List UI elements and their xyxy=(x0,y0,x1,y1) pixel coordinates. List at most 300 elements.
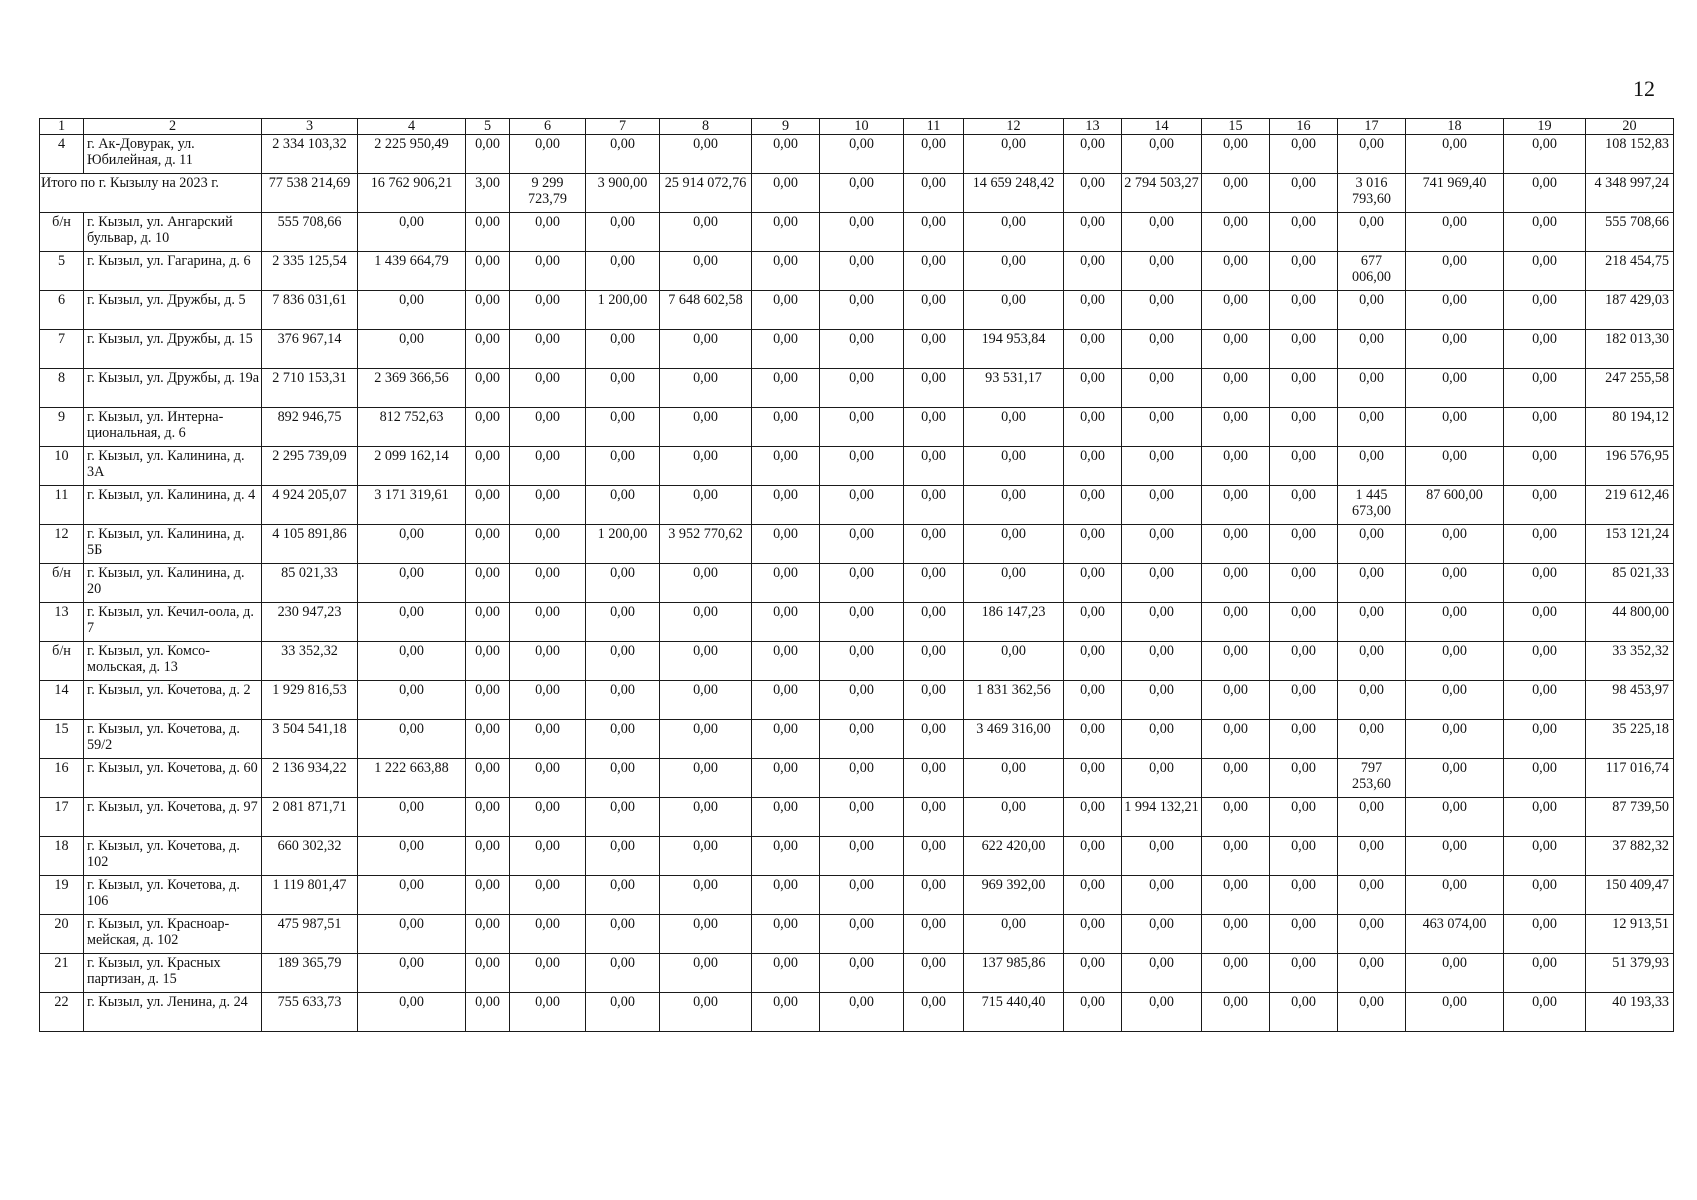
value-cell: 0,00 xyxy=(660,681,752,720)
value-cell: 153 121,24 xyxy=(1586,525,1674,564)
row-number-cell: 11 xyxy=(40,486,84,525)
value-cell: 0,00 xyxy=(964,525,1064,564)
value-cell: 0,00 xyxy=(1202,369,1270,408)
value-cell: 0,00 xyxy=(660,135,752,174)
value-cell: 182 013,30 xyxy=(1586,330,1674,369)
total-value-cell: 25 914 072,76 xyxy=(660,174,752,213)
value-cell: 0,00 xyxy=(1406,759,1504,798)
value-cell: 0,00 xyxy=(752,720,820,759)
value-cell: 0,00 xyxy=(1270,837,1338,876)
total-value-cell: 3 016 793,60 xyxy=(1338,174,1406,213)
value-cell: 0,00 xyxy=(660,603,752,642)
value-cell: 0,00 xyxy=(466,720,510,759)
value-cell: 0,00 xyxy=(510,408,586,447)
value-cell: 2 335 125,54 xyxy=(262,252,358,291)
value-cell: 0,00 xyxy=(660,798,752,837)
value-cell: 0,00 xyxy=(1270,759,1338,798)
value-cell: 0,00 xyxy=(466,954,510,993)
value-cell: 0,00 xyxy=(904,720,964,759)
table-row xyxy=(40,369,1674,408)
value-cell: 0,00 xyxy=(752,798,820,837)
value-cell: 0,00 xyxy=(1338,330,1406,369)
value-cell: 2 136 934,22 xyxy=(262,759,358,798)
column-header: 11 xyxy=(904,119,964,135)
value-cell: 0,00 xyxy=(358,798,466,837)
value-cell: 0,00 xyxy=(1338,213,1406,252)
value-cell: 0,00 xyxy=(752,330,820,369)
value-cell: 0,00 xyxy=(510,564,586,603)
value-cell: 0,00 xyxy=(1064,408,1122,447)
value-cell: 51 379,93 xyxy=(1586,954,1674,993)
value-cell: 3 952 770,62 xyxy=(660,525,752,564)
value-cell: 0,00 xyxy=(586,642,660,681)
value-cell: 196 576,95 xyxy=(1586,447,1674,486)
value-cell: 0,00 xyxy=(358,603,466,642)
value-cell: 0,00 xyxy=(1504,486,1586,525)
value-cell: 0,00 xyxy=(964,213,1064,252)
total-row xyxy=(40,174,1674,213)
value-cell: 0,00 xyxy=(660,993,752,1032)
value-cell: 0,00 xyxy=(1270,291,1338,330)
value-cell: 0,00 xyxy=(964,135,1064,174)
total-value-cell: 4 348 997,24 xyxy=(1586,174,1674,213)
value-cell: 0,00 xyxy=(1064,486,1122,525)
value-cell: 0,00 xyxy=(820,486,904,525)
address-cell: г. Кызыл, ул. Калинина, д. 20 xyxy=(84,564,262,603)
value-cell: 715 440,40 xyxy=(964,993,1064,1032)
total-value-cell: 2 794 503,27 xyxy=(1122,174,1202,213)
value-cell: 0,00 xyxy=(820,213,904,252)
value-cell: 0,00 xyxy=(1504,291,1586,330)
value-cell: 0,00 xyxy=(820,720,904,759)
column-header: 6 xyxy=(510,119,586,135)
value-cell: 0,00 xyxy=(1270,525,1338,564)
value-cell: 0,00 xyxy=(1064,954,1122,993)
value-cell: 0,00 xyxy=(1338,408,1406,447)
value-cell: 0,00 xyxy=(1122,681,1202,720)
value-cell: 0,00 xyxy=(1064,291,1122,330)
table-body xyxy=(40,119,1674,1032)
value-cell: 150 409,47 xyxy=(1586,876,1674,915)
value-cell: 0,00 xyxy=(1504,447,1586,486)
value-cell: 0,00 xyxy=(1504,252,1586,291)
value-cell: 0,00 xyxy=(1338,681,1406,720)
value-cell: 137 985,86 xyxy=(964,954,1064,993)
value-cell: 0,00 xyxy=(904,369,964,408)
value-cell: 0,00 xyxy=(1122,291,1202,330)
value-cell: 0,00 xyxy=(466,330,510,369)
value-cell: 0,00 xyxy=(660,369,752,408)
address-cell: г. Кызыл, ул. Комсо-мольская, д. 13 xyxy=(84,642,262,681)
value-cell: 0,00 xyxy=(752,486,820,525)
value-cell: 0,00 xyxy=(660,876,752,915)
table-row xyxy=(40,642,1674,681)
value-cell: 0,00 xyxy=(820,603,904,642)
value-cell: 0,00 xyxy=(1406,291,1504,330)
value-cell: 0,00 xyxy=(358,642,466,681)
value-cell: 0,00 xyxy=(1338,954,1406,993)
address-cell: г. Кызыл, ул. Кочетова, д. 2 xyxy=(84,681,262,720)
value-cell: 0,00 xyxy=(964,915,1064,954)
address-cell: г. Кызыл, ул. Дружбы, д. 15 xyxy=(84,330,262,369)
value-cell: 0,00 xyxy=(1270,447,1338,486)
value-cell: 33 352,32 xyxy=(262,642,358,681)
value-cell: 0,00 xyxy=(820,642,904,681)
value-cell: 0,00 xyxy=(660,720,752,759)
value-cell: 0,00 xyxy=(586,876,660,915)
value-cell: 0,00 xyxy=(1270,642,1338,681)
value-cell: 0,00 xyxy=(964,447,1064,486)
row-number-cell: 7 xyxy=(40,330,84,369)
table-row xyxy=(40,408,1674,447)
value-cell: 0,00 xyxy=(1504,798,1586,837)
column-header: 5 xyxy=(466,119,510,135)
value-cell: 0,00 xyxy=(1202,720,1270,759)
value-cell: 0,00 xyxy=(1202,252,1270,291)
value-cell: 0,00 xyxy=(660,759,752,798)
value-cell: 247 255,58 xyxy=(1586,369,1674,408)
table-row xyxy=(40,486,1674,525)
value-cell: 0,00 xyxy=(1064,759,1122,798)
value-cell: 1 200,00 xyxy=(586,291,660,330)
value-cell: 219 612,46 xyxy=(1586,486,1674,525)
value-cell: 0,00 xyxy=(1406,603,1504,642)
value-cell: 0,00 xyxy=(1504,564,1586,603)
value-cell: 1 200,00 xyxy=(586,525,660,564)
value-cell: 117 016,74 xyxy=(1586,759,1674,798)
value-cell: 463 074,00 xyxy=(1406,915,1504,954)
value-cell: 0,00 xyxy=(1504,642,1586,681)
value-cell: 0,00 xyxy=(466,681,510,720)
value-cell: 0,00 xyxy=(904,135,964,174)
address-cell: г. Кызыл, ул. Красных партизан, д. 15 xyxy=(84,954,262,993)
value-cell: 80 194,12 xyxy=(1586,408,1674,447)
column-header: 20 xyxy=(1586,119,1674,135)
address-cell: г. Кызыл, ул. Кечил-оола, д. 7 xyxy=(84,603,262,642)
value-cell: 0,00 xyxy=(358,993,466,1032)
value-cell: 0,00 xyxy=(904,486,964,525)
value-cell: 0,00 xyxy=(1122,447,1202,486)
total-value-cell: 0,00 xyxy=(1202,174,1270,213)
table-row xyxy=(40,876,1674,915)
value-cell: 1 445 673,00 xyxy=(1338,486,1406,525)
column-header: 1 xyxy=(40,119,84,135)
value-cell: 0,00 xyxy=(1122,252,1202,291)
value-cell: 0,00 xyxy=(1122,954,1202,993)
value-cell: 0,00 xyxy=(1338,525,1406,564)
value-cell: 0,00 xyxy=(1270,369,1338,408)
table-row xyxy=(40,252,1674,291)
value-cell: 0,00 xyxy=(466,369,510,408)
address-cell: г. Кызыл, ул. Интерна-циональная, д. 6 xyxy=(84,408,262,447)
value-cell: 0,00 xyxy=(586,447,660,486)
row-number-cell: б/н xyxy=(40,213,84,252)
value-cell: 0,00 xyxy=(1270,993,1338,1032)
row-number-cell: 6 xyxy=(40,291,84,330)
total-value-cell: 0,00 xyxy=(904,174,964,213)
column-header: 3 xyxy=(262,119,358,135)
address-cell: г. Кызыл, ул. Кочетова, д. 59/2 xyxy=(84,720,262,759)
value-cell: 0,00 xyxy=(1338,837,1406,876)
value-cell: 0,00 xyxy=(510,525,586,564)
value-cell: 1 439 664,79 xyxy=(358,252,466,291)
value-cell: 0,00 xyxy=(1338,642,1406,681)
value-cell: 0,00 xyxy=(820,408,904,447)
value-cell: 0,00 xyxy=(1338,720,1406,759)
value-cell: 0,00 xyxy=(358,954,466,993)
column-header: 16 xyxy=(1270,119,1338,135)
value-cell: 0,00 xyxy=(586,408,660,447)
row-number-cell: 19 xyxy=(40,876,84,915)
value-cell: 0,00 xyxy=(1504,720,1586,759)
value-cell: 2 225 950,49 xyxy=(358,135,466,174)
value-cell: 0,00 xyxy=(964,408,1064,447)
value-cell: 0,00 xyxy=(1406,681,1504,720)
table-row xyxy=(40,213,1674,252)
row-number-cell: 22 xyxy=(40,993,84,1032)
table-row xyxy=(40,525,1674,564)
value-cell: 0,00 xyxy=(1064,993,1122,1032)
row-number-cell: б/н xyxy=(40,642,84,681)
value-cell: 0,00 xyxy=(1122,135,1202,174)
value-cell: 0,00 xyxy=(1122,759,1202,798)
value-cell: 0,00 xyxy=(820,564,904,603)
value-cell: 7 648 602,58 xyxy=(660,291,752,330)
value-cell: 0,00 xyxy=(1064,564,1122,603)
value-cell: 0,00 xyxy=(1064,642,1122,681)
value-cell: 0,00 xyxy=(964,252,1064,291)
value-cell: 0,00 xyxy=(1064,369,1122,408)
value-cell: 0,00 xyxy=(1406,564,1504,603)
value-cell: 0,00 xyxy=(1406,408,1504,447)
value-cell: 0,00 xyxy=(586,564,660,603)
table-row xyxy=(40,330,1674,369)
value-cell: 0,00 xyxy=(1270,681,1338,720)
value-cell: 0,00 xyxy=(1406,135,1504,174)
value-cell: 0,00 xyxy=(1122,642,1202,681)
value-cell: 0,00 xyxy=(510,642,586,681)
column-header: 2 xyxy=(84,119,262,135)
column-header: 19 xyxy=(1504,119,1586,135)
value-cell: 0,00 xyxy=(660,330,752,369)
value-cell: 0,00 xyxy=(820,330,904,369)
value-cell: 0,00 xyxy=(1504,876,1586,915)
value-cell: 98 453,97 xyxy=(1586,681,1674,720)
total-value-cell: 741 969,40 xyxy=(1406,174,1504,213)
value-cell: 0,00 xyxy=(752,369,820,408)
value-cell: 0,00 xyxy=(1270,798,1338,837)
total-value-cell: 9 299 723,79 xyxy=(510,174,586,213)
value-cell: 0,00 xyxy=(1338,447,1406,486)
table-row xyxy=(40,720,1674,759)
value-cell: 0,00 xyxy=(1406,213,1504,252)
value-cell: 0,00 xyxy=(1338,798,1406,837)
value-cell: 87 600,00 xyxy=(1406,486,1504,525)
table-row xyxy=(40,447,1674,486)
value-cell: 0,00 xyxy=(1504,915,1586,954)
value-cell: 0,00 xyxy=(904,915,964,954)
value-cell: 797 253,60 xyxy=(1338,759,1406,798)
value-cell: 0,00 xyxy=(1270,954,1338,993)
value-cell: 0,00 xyxy=(1270,408,1338,447)
value-cell: 0,00 xyxy=(660,954,752,993)
value-cell: 0,00 xyxy=(510,759,586,798)
value-cell: 0,00 xyxy=(1064,330,1122,369)
value-cell: 0,00 xyxy=(904,330,964,369)
value-cell: 969 392,00 xyxy=(964,876,1064,915)
value-cell: 0,00 xyxy=(1202,681,1270,720)
value-cell: 0,00 xyxy=(904,642,964,681)
value-cell: 0,00 xyxy=(466,603,510,642)
value-cell: 755 633,73 xyxy=(262,993,358,1032)
value-cell: 0,00 xyxy=(1064,447,1122,486)
value-cell: 0,00 xyxy=(1202,603,1270,642)
value-cell: 44 800,00 xyxy=(1586,603,1674,642)
value-cell: 0,00 xyxy=(1122,993,1202,1032)
value-cell: 0,00 xyxy=(1338,369,1406,408)
value-cell: 0,00 xyxy=(586,681,660,720)
value-cell: 0,00 xyxy=(1122,603,1202,642)
value-cell: 0,00 xyxy=(1064,876,1122,915)
value-cell: 622 420,00 xyxy=(964,837,1064,876)
value-cell: 0,00 xyxy=(904,759,964,798)
value-cell: 0,00 xyxy=(1270,564,1338,603)
value-cell: 0,00 xyxy=(660,837,752,876)
total-value-cell: 0,00 xyxy=(1504,174,1586,213)
value-cell: 0,00 xyxy=(1270,603,1338,642)
value-cell: 0,00 xyxy=(466,213,510,252)
value-cell: 33 352,32 xyxy=(1586,642,1674,681)
value-cell: 2 710 153,31 xyxy=(262,369,358,408)
value-cell: 0,00 xyxy=(586,135,660,174)
value-cell: 0,00 xyxy=(358,525,466,564)
value-cell: 0,00 xyxy=(904,252,964,291)
column-header: 18 xyxy=(1406,119,1504,135)
value-cell: 0,00 xyxy=(820,915,904,954)
value-cell: 0,00 xyxy=(1504,603,1586,642)
value-cell: 0,00 xyxy=(1064,135,1122,174)
value-cell: 0,00 xyxy=(660,408,752,447)
value-cell: 0,00 xyxy=(1064,603,1122,642)
value-cell: 0,00 xyxy=(466,252,510,291)
row-number-cell: 10 xyxy=(40,447,84,486)
value-cell: 475 987,51 xyxy=(262,915,358,954)
column-header: 8 xyxy=(660,119,752,135)
value-cell: 0,00 xyxy=(1270,720,1338,759)
value-cell: 0,00 xyxy=(466,135,510,174)
value-cell: 1 222 663,88 xyxy=(358,759,466,798)
value-cell: 0,00 xyxy=(510,798,586,837)
value-cell: 0,00 xyxy=(586,993,660,1032)
value-cell: 0,00 xyxy=(1406,720,1504,759)
value-cell: 0,00 xyxy=(1122,720,1202,759)
value-cell: 376 967,14 xyxy=(262,330,358,369)
value-cell: 0,00 xyxy=(1064,798,1122,837)
value-cell: 0,00 xyxy=(1504,759,1586,798)
value-cell: 0,00 xyxy=(510,213,586,252)
value-cell: 0,00 xyxy=(752,915,820,954)
total-value-cell: 0,00 xyxy=(820,174,904,213)
value-cell: 0,00 xyxy=(466,837,510,876)
value-cell: 4 105 891,86 xyxy=(262,525,358,564)
address-cell: г. Кызыл, ул. Кочетова, д. 97 xyxy=(84,798,262,837)
value-cell: 0,00 xyxy=(1504,330,1586,369)
value-cell: 0,00 xyxy=(1122,330,1202,369)
value-cell: 0,00 xyxy=(964,291,1064,330)
value-cell: 0,00 xyxy=(820,954,904,993)
row-number-cell: 21 xyxy=(40,954,84,993)
value-cell: 0,00 xyxy=(660,564,752,603)
value-cell: 0,00 xyxy=(1122,369,1202,408)
value-cell: 0,00 xyxy=(1406,447,1504,486)
value-cell: 0,00 xyxy=(510,603,586,642)
value-cell: 0,00 xyxy=(510,330,586,369)
value-cell: 85 021,33 xyxy=(262,564,358,603)
value-cell: 0,00 xyxy=(586,837,660,876)
table-row xyxy=(40,915,1674,954)
value-cell: 0,00 xyxy=(358,213,466,252)
value-cell: 0,00 xyxy=(904,564,964,603)
value-cell: 0,00 xyxy=(510,954,586,993)
value-cell: 0,00 xyxy=(1122,915,1202,954)
value-cell: 2 334 103,32 xyxy=(262,135,358,174)
value-cell: 0,00 xyxy=(820,798,904,837)
value-cell: 0,00 xyxy=(752,564,820,603)
value-cell: 0,00 xyxy=(904,837,964,876)
value-cell: 0,00 xyxy=(1122,486,1202,525)
value-cell: 0,00 xyxy=(1122,564,1202,603)
value-cell: 0,00 xyxy=(1202,525,1270,564)
value-cell: 0,00 xyxy=(466,993,510,1032)
value-cell: 0,00 xyxy=(358,720,466,759)
value-cell: 0,00 xyxy=(1504,135,1586,174)
value-cell: 0,00 xyxy=(510,252,586,291)
value-cell: 0,00 xyxy=(1122,837,1202,876)
value-cell: 0,00 xyxy=(1338,993,1406,1032)
value-cell: 677 006,00 xyxy=(1338,252,1406,291)
value-cell: 0,00 xyxy=(752,291,820,330)
address-cell: г. Кызыл, ул. Ангарский бульвар, д. 10 xyxy=(84,213,262,252)
value-cell: 0,00 xyxy=(1202,564,1270,603)
value-cell: 0,00 xyxy=(904,876,964,915)
value-cell: 2 081 871,71 xyxy=(262,798,358,837)
table-row xyxy=(40,798,1674,837)
value-cell: 0,00 xyxy=(964,564,1064,603)
value-cell: 0,00 xyxy=(1338,603,1406,642)
value-cell: 0,00 xyxy=(1122,525,1202,564)
column-header: 17 xyxy=(1338,119,1406,135)
value-cell: 0,00 xyxy=(466,408,510,447)
row-number-cell: 15 xyxy=(40,720,84,759)
value-cell: 0,00 xyxy=(466,486,510,525)
row-number-cell: 4 xyxy=(40,135,84,174)
value-cell: 0,00 xyxy=(1202,915,1270,954)
total-value-cell: 77 538 214,69 xyxy=(262,174,358,213)
value-cell: 0,00 xyxy=(752,681,820,720)
total-value-cell: 16 762 906,21 xyxy=(358,174,466,213)
row-number-cell: 20 xyxy=(40,915,84,954)
value-cell: 0,00 xyxy=(1406,252,1504,291)
value-cell: 0,00 xyxy=(1202,993,1270,1032)
value-cell: 0,00 xyxy=(1202,837,1270,876)
value-cell: 0,00 xyxy=(1338,135,1406,174)
value-cell: 194 953,84 xyxy=(964,330,1064,369)
value-cell: 812 752,63 xyxy=(358,408,466,447)
value-cell: 0,00 xyxy=(358,915,466,954)
table-row xyxy=(40,954,1674,993)
value-cell: 0,00 xyxy=(1202,954,1270,993)
value-cell: 0,00 xyxy=(1202,759,1270,798)
